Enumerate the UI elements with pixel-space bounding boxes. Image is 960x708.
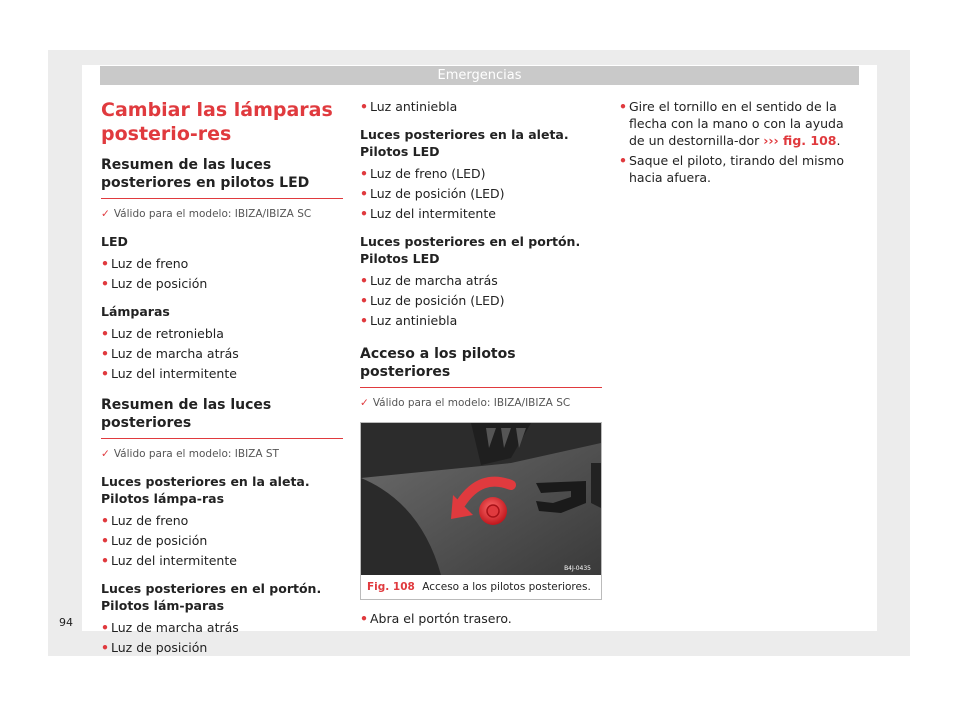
check-icon: ✓ — [101, 448, 110, 460]
column-3 — [619, 98, 861, 197]
bullet-icon: • — [101, 640, 109, 655]
list-item: • Luz de retroniebla — [101, 326, 224, 341]
bullet-icon: • — [360, 99, 368, 114]
bullet-icon: • — [101, 346, 109, 361]
list-top — [360, 98, 602, 115]
bullet-icon: • — [360, 206, 368, 221]
bullet-icon: • — [360, 273, 368, 288]
bullet-icon: • — [360, 611, 368, 626]
group-label: Luces posteriores en el portón. Pilotos lám-paras — [101, 581, 322, 613]
list-aleta — [101, 512, 343, 569]
list-item: • Luz del intermitente — [101, 553, 237, 568]
bullet-icon: • — [101, 326, 109, 341]
screw-center — [487, 505, 499, 517]
list-steps — [619, 98, 861, 186]
bullet-icon: • — [360, 186, 368, 201]
group-label: Luces posteriores en el portón. Pilotos LED — [360, 234, 581, 266]
page-title: Cambiar las lámparas posterio-res — [101, 99, 333, 145]
heading-led-summary: Resumen de las luces posteriores en pilotos LED — [101, 156, 343, 199]
list-item: • Saque el piloto, tirando del mismo hacia afuera. — [619, 153, 844, 185]
figure-code: B4J-0435 — [564, 565, 591, 572]
bullet-icon: • — [101, 553, 109, 568]
list-item: • Luz de freno — [101, 256, 189, 271]
list-step1 — [360, 610, 602, 627]
heading-rear-summary: Resumen de las luces posteriores — [101, 396, 343, 439]
bullet-icon: • — [619, 153, 627, 168]
figure-image — [361, 423, 601, 575]
figure-108 — [360, 422, 602, 600]
column-2 — [360, 98, 602, 638]
group-label: Luces posteriores en la aleta. Pilotos lámpa-ras — [101, 474, 310, 506]
page-number: 94 — [59, 616, 73, 629]
list-lamparas — [101, 325, 343, 382]
list-aleta-led — [360, 165, 602, 222]
bullet-icon: • — [101, 256, 109, 271]
list-item: • Luz de posición — [101, 276, 208, 291]
check-icon: ✓ — [360, 397, 369, 409]
list-item: • Luz antiniebla — [360, 99, 458, 114]
list-item: • Luz del intermitente — [360, 206, 496, 221]
validity-note: ✓ Válido para el modelo: IBIZA/IBIZA SC — [101, 208, 312, 220]
bullet-icon: • — [101, 366, 109, 381]
list-item: • Luz de posición — [101, 640, 208, 655]
validity-note: ✓ Válido para el modelo: IBIZA/IBIZA SC — [360, 397, 571, 409]
figure-reference-link[interactable]: ››› fig. 108 — [763, 133, 837, 148]
list-item: • Luz de marcha atrás — [101, 346, 239, 361]
group-label: LED — [101, 234, 128, 249]
section-header: Emergencias — [100, 66, 859, 85]
bullet-icon: • — [101, 533, 109, 548]
list-item: • Luz del intermitente — [101, 366, 237, 381]
bullet-icon: • — [360, 313, 368, 328]
bullet-icon: • — [619, 99, 627, 114]
bullet-icon: • — [360, 166, 368, 181]
column-1 — [101, 98, 343, 667]
validity-note: ✓ Válido para el modelo: IBIZA ST — [101, 448, 279, 460]
bullet-icon: • — [360, 293, 368, 308]
list-item: • Luz de posición (LED) — [360, 186, 505, 201]
list-item: • Gire el tornillo en el sentido de la flecha con la mano o con la ayuda de un destornilla-dor ››› fig. 108. — [619, 99, 844, 148]
list-item: • Abra el portón trasero. — [360, 611, 512, 626]
list-item: • Luz de freno — [101, 513, 189, 528]
list-led — [101, 255, 343, 292]
list-item: • Luz de posición (LED) — [360, 293, 505, 308]
side-panel — [591, 463, 601, 508]
group-label: Lámparas — [101, 304, 170, 319]
list-item: • Luz de marcha atrás — [101, 620, 239, 635]
group-label: Luces posteriores en la aleta. Pilotos LED — [360, 127, 569, 159]
check-icon: ✓ — [101, 208, 110, 220]
list-item: • Luz de freno (LED) — [360, 166, 486, 181]
bullet-icon: • — [101, 620, 109, 635]
bullet-icon: • — [101, 513, 109, 528]
figure-label: Fig. 108 — [367, 581, 415, 593]
heading-access: Acceso a los pilotos posteriores — [360, 345, 602, 388]
list-porton-led — [360, 272, 602, 329]
list-item: • Luz de posición — [101, 533, 208, 548]
bullet-icon: • — [101, 276, 109, 291]
list-item: • Luz antiniebla — [360, 313, 458, 328]
figure-caption: Fig. 108 Acceso a los pilotos posteriores. — [367, 581, 591, 593]
list-porton — [101, 619, 343, 656]
list-item: • Luz de marcha atrás — [360, 273, 498, 288]
